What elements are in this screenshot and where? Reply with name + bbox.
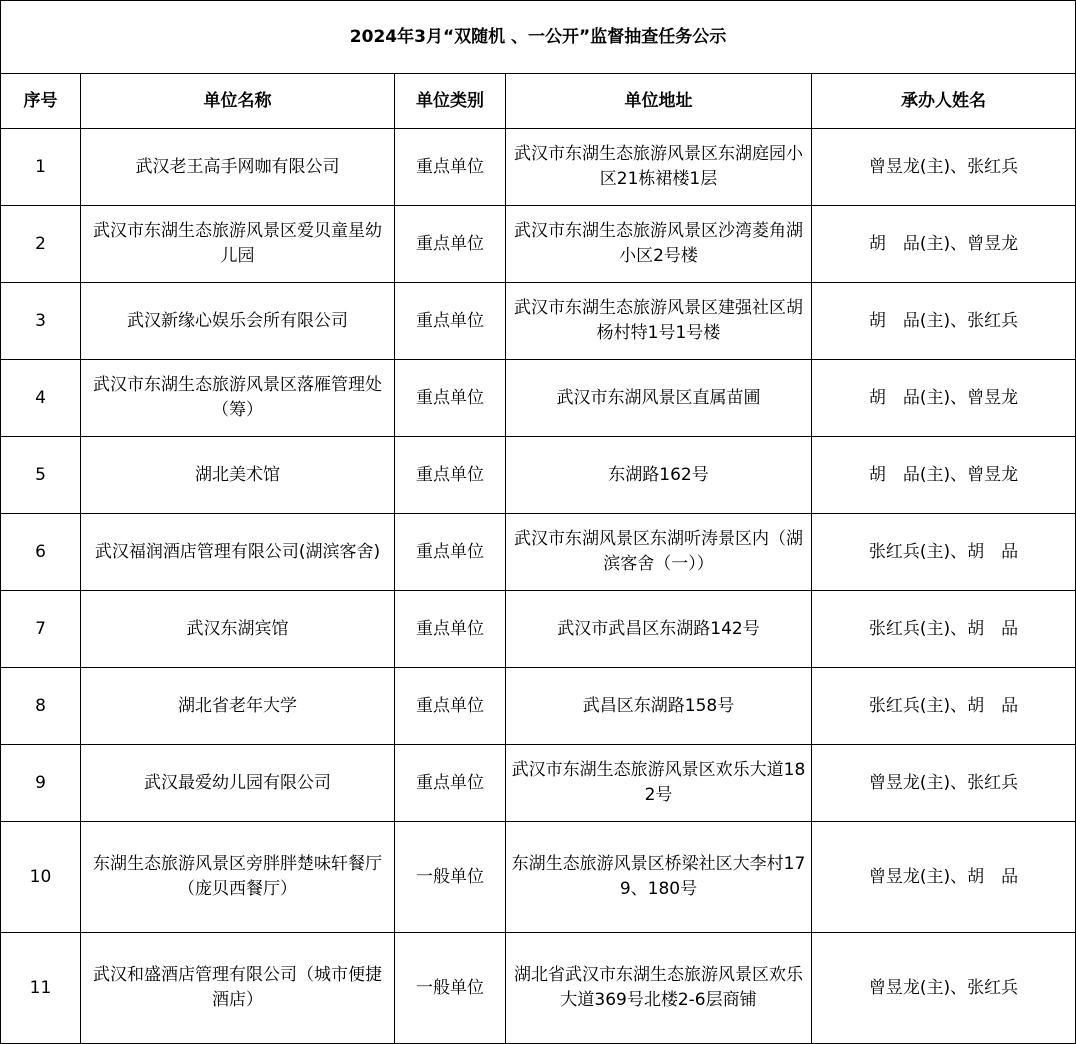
cell-seq: 5 (1, 437, 81, 514)
table-row (1, 822, 1076, 933)
cell-unit-type: 重点单位 (395, 360, 506, 437)
cell-unit-address: 湖北省武汉市东湖生态旅游风景区欢乐大道369号北楼2-6层商铺 (506, 933, 812, 1044)
cell-unit-name: 武汉福润酒店管理有限公司(湖滨客舍) (81, 514, 395, 591)
cell-seq: 2 (1, 206, 81, 283)
cell-handler: 曾昱龙(主)、张红兵 (812, 129, 1076, 206)
cell-unit-type: 重点单位 (395, 591, 506, 668)
cell-seq: 4 (1, 360, 81, 437)
header-row (1, 74, 1076, 129)
table-row (1, 129, 1076, 206)
cell-unit-type: 重点单位 (395, 514, 506, 591)
cell-unit-name: 武汉市东湖生态旅游风景区爱贝童星幼儿园 (81, 206, 395, 283)
cell-handler: 曾昱龙(主)、张红兵 (812, 933, 1076, 1044)
cell-unit-type: 重点单位 (395, 668, 506, 745)
cell-unit-address: 武汉市东湖生态旅游风景区东湖庭园小区21栋裙楼1层 (506, 129, 812, 206)
cell-unit-type: 重点单位 (395, 129, 506, 206)
table-row (1, 206, 1076, 283)
cell-unit-address: 武昌区东湖路158号 (506, 668, 812, 745)
cell-seq: 1 (1, 129, 81, 206)
cell-unit-type: 重点单位 (395, 283, 506, 360)
cell-unit-type: 一般单位 (395, 933, 506, 1044)
cell-seq: 3 (1, 283, 81, 360)
cell-unit-address: 东湖路162号 (506, 437, 812, 514)
cell-unit-address: 武汉市东湖生态旅游风景区沙湾菱角湖小区2号楼 (506, 206, 812, 283)
cell-handler: 曾昱龙(主)、张红兵 (812, 745, 1076, 822)
cell-unit-type: 重点单位 (395, 745, 506, 822)
cell-handler: 张红兵(主)、胡 品 (812, 591, 1076, 668)
table-row (1, 745, 1076, 822)
header-seq: 序号 (1, 74, 81, 129)
table-row (1, 668, 1076, 745)
cell-handler: 张红兵(主)、胡 品 (812, 668, 1076, 745)
cell-unit-name: 武汉最爱幼儿园有限公司 (81, 745, 395, 822)
cell-unit-name: 武汉和盛酒店管理有限公司（城市便捷酒店） (81, 933, 395, 1044)
cell-unit-name: 武汉市东湖生态旅游风景区落雁管理处（筹） (81, 360, 395, 437)
cell-unit-address: 东湖生态旅游风景区桥梁社区大李村179、180号 (506, 822, 812, 933)
cell-unit-address: 武汉市东湖生态旅游风景区欢乐大道182号 (506, 745, 812, 822)
table-title: 2024年3月“双随机 、一公开”监督抽查任务公示 (1, 1, 1076, 74)
cell-unit-name: 湖北美术馆 (81, 437, 395, 514)
cell-unit-name: 武汉新缘心娱乐会所有限公司 (81, 283, 395, 360)
header-handler: 承办人姓名 (812, 74, 1076, 129)
header-unit-type: 单位类别 (395, 74, 506, 129)
cell-seq: 6 (1, 514, 81, 591)
cell-seq: 9 (1, 745, 81, 822)
cell-unit-name: 湖北省老年大学 (81, 668, 395, 745)
cell-seq: 8 (1, 668, 81, 745)
header-unit-address: 单位地址 (506, 74, 812, 129)
cell-unit-name: 东湖生态旅游风景区旁胖胖楚味轩餐厅（庞贝西餐厅） (81, 822, 395, 933)
cell-seq: 11 (1, 933, 81, 1044)
cell-unit-name: 武汉老王高手网咖有限公司 (81, 129, 395, 206)
cell-handler: 张红兵(主)、胡 品 (812, 514, 1076, 591)
table-row (1, 283, 1076, 360)
cell-seq: 10 (1, 822, 81, 933)
cell-seq: 7 (1, 591, 81, 668)
table-row (1, 514, 1076, 591)
cell-unit-address: 武汉市武昌区东湖路142号 (506, 591, 812, 668)
header-unit-name: 单位名称 (81, 74, 395, 129)
cell-handler: 胡 品(主)、曾昱龙 (812, 360, 1076, 437)
cell-handler: 曾昱龙(主)、胡 品 (812, 822, 1076, 933)
cell-unit-address: 武汉市东湖生态旅游风景区建强社区胡杨村特1号1号楼 (506, 283, 812, 360)
cell-handler: 胡 品(主)、张红兵 (812, 283, 1076, 360)
cell-unit-address: 武汉市东湖风景区东湖听涛景区内（湖滨客舍（一）） (506, 514, 812, 591)
cell-handler: 胡 品(主)、曾昱龙 (812, 437, 1076, 514)
table-row (1, 933, 1076, 1044)
cell-unit-address: 武汉市东湖风景区直属苗圃 (506, 360, 812, 437)
table-row (1, 591, 1076, 668)
cell-unit-name: 武汉东湖宾馆 (81, 591, 395, 668)
cell-unit-type: 一般单位 (395, 822, 506, 933)
table-row (1, 360, 1076, 437)
cell-unit-type: 重点单位 (395, 437, 506, 514)
table-row (1, 437, 1076, 514)
cell-unit-type: 重点单位 (395, 206, 506, 283)
cell-handler: 胡 品(主)、曾昱龙 (812, 206, 1076, 283)
